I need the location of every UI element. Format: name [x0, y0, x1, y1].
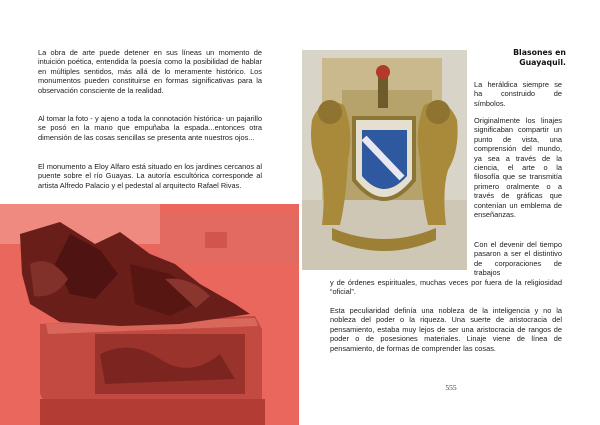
section-title: Blasones en Guayaquil. [513, 48, 566, 67]
left-paragraph-3: El monumento a Eloy Alfaro está situado en los jardines cercanos al puente sobre el río Guayas. La autoría escultórica corresponde al artista Alfredo Palacio y el pedestal al arquitecto Rafael Rivas. [38, 162, 262, 190]
sculpture-photo [0, 204, 299, 425]
right-paragraph-2: Originalmente los linajes significaban compartir un punto de vista, una comprensión del mundo, ya sea a través de la ciencia, el arte o la filosofía que se transmitía primero oralmente o a través de gráficas que contenían un emblema de enseñanzas. [474, 116, 562, 220]
page-number: 555 [445, 383, 457, 392]
right-paragraph-1: La heráldica siempre se ha construido de símbolos. [474, 80, 562, 108]
right-paragraph-3-tail: y de órdenes espirituales, muchas veces por fuera de la religiosidad “oficial”. [330, 278, 562, 297]
left-paragraph-2: Al tomar la foto - y ajeno a toda la connotación histórica- un pajarillo se posó en la mano que empuñaba la espada...entonces otra dimensión de las cosas sencillas se presenta ante nuestros ojos... [38, 114, 262, 142]
right-paragraph-4: Esta peculiaridad definía una nobleza de la inteligencia y no la nobleza del poder o la riqueza. Una suerte de aristocracia del pensamiento, estaba muy lejos de ser una aristocracia de rangos de poder o de posesiones materiales. Linaje viene de línea de pensamiento, de formas de comprender las cosas. [330, 306, 562, 353]
coat-of-arms-photo [302, 50, 467, 270]
left-paragraph-1: La obra de arte puede detener en sus líneas un momento de intuición poética, entendida la poesía como la posibilidad de hablar en múltiples sentidos, más allá de lo meramente histórico. Los monumentos pueden constituirse en formas significativas para la observación consciente de la realidad. [38, 48, 262, 95]
right-paragraph-3-head: Con el devenir del tiempo pasaron a ser el distintivo de corporaciones de trabajos [474, 240, 562, 278]
